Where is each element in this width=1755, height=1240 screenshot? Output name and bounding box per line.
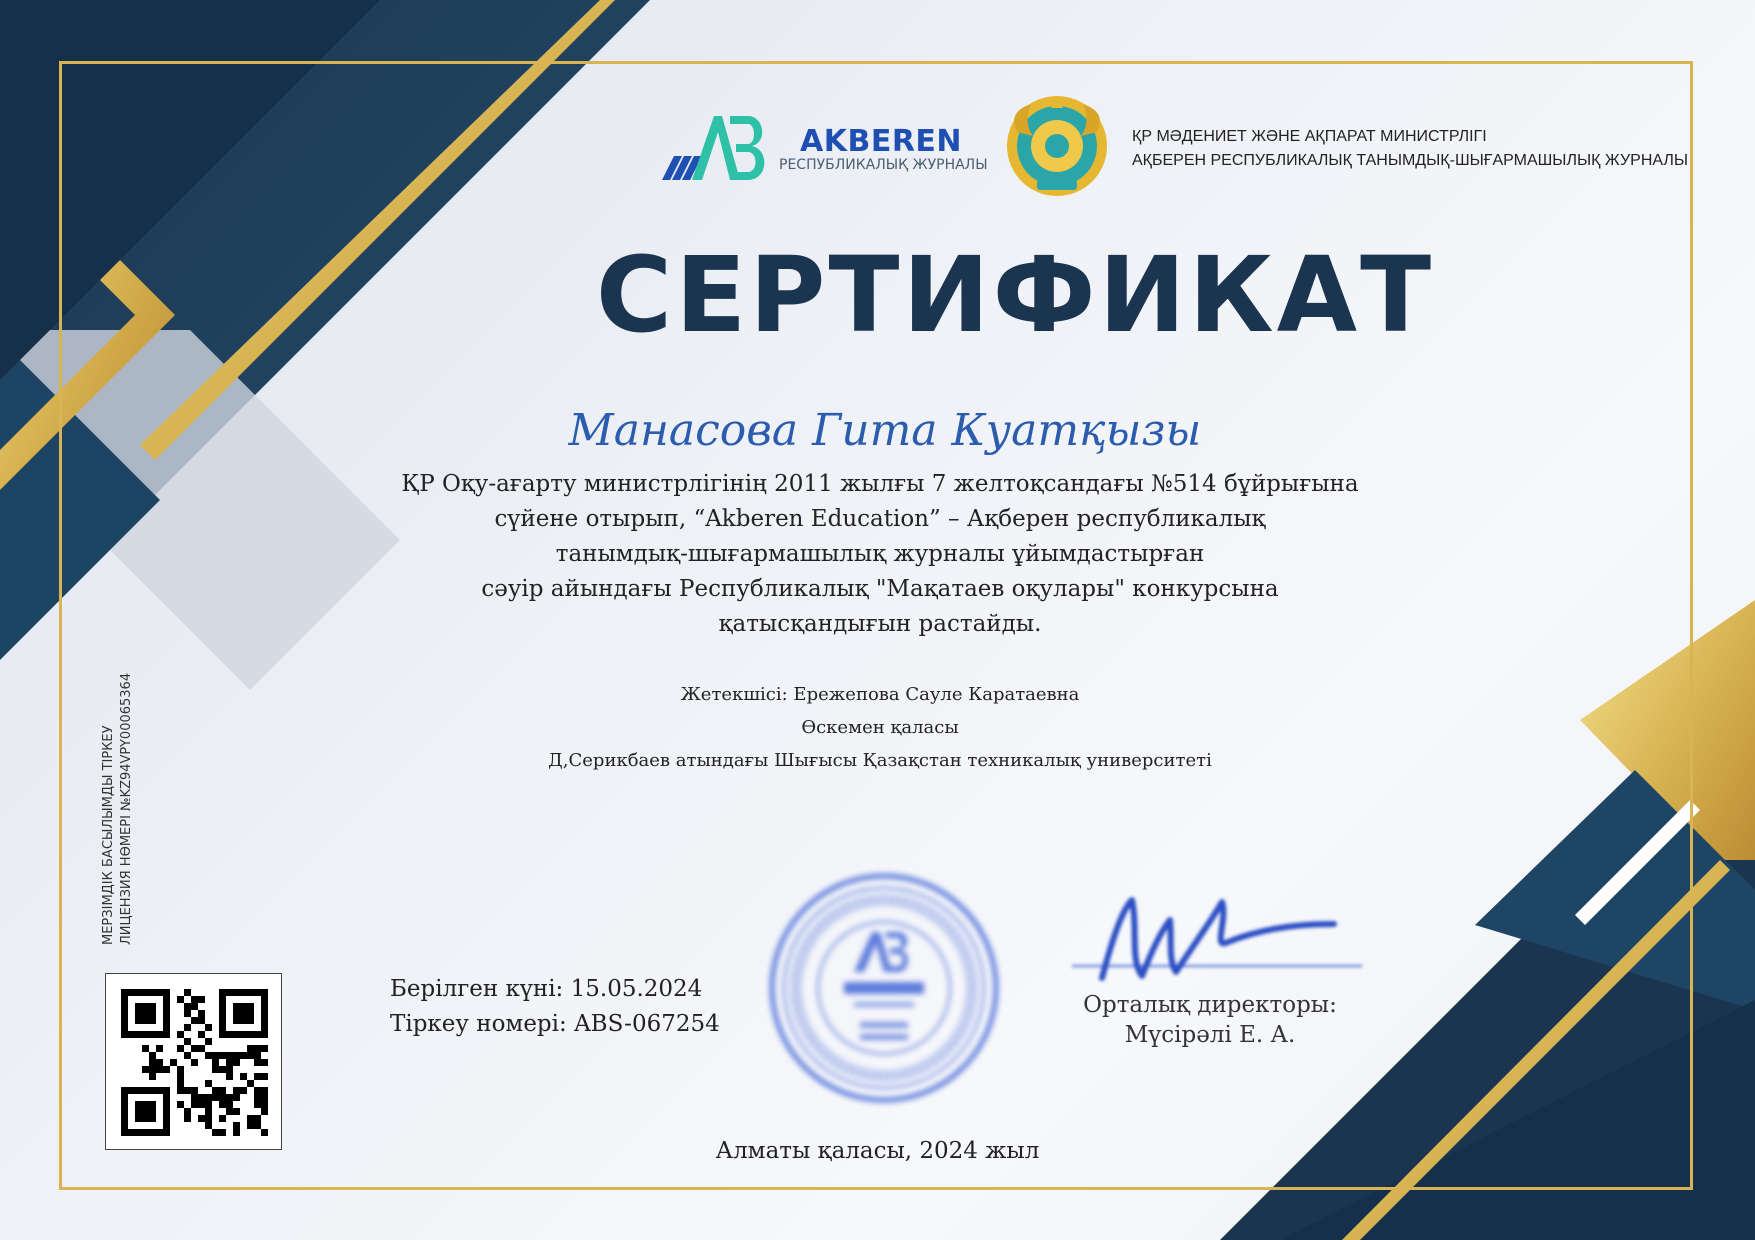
certificate-body <box>380 467 1380 642</box>
city-line: Өскемен қаласы <box>801 717 959 738</box>
registration-number: Тіркеу номері: ABS-067254 <box>390 1011 720 1037</box>
license-line-1: МЕРЗІМДІК БАСЫЛЫМДЫ ТІРКЕУ <box>101 725 116 945</box>
recipient-name: Манасова Гита Куатқызы <box>568 405 1202 456</box>
director-name: Мүсірәлі Е. А. <box>1124 1022 1296 1048</box>
ministry-line-1: ҚР МӘДЕНИЕТ ЖӘНЕ АҚПАРАТ МИНИСТРЛІГІ <box>1132 128 1487 145</box>
akberen-round-stamp <box>768 872 1000 1104</box>
institution-line: Д,Серикбаев атындағы Шығысы Қазақстан техникалық университеті <box>548 750 1212 771</box>
body-line: ҚР Оқу-ағарту министрлігінің 2011 жылғы 7 желтоқсандағы №514 бұйрығына <box>401 471 1359 497</box>
participant-details <box>430 678 1330 777</box>
qr-code-pattern <box>121 989 268 1136</box>
director-title: Орталық директоры: <box>1083 992 1337 1018</box>
director-block <box>1060 990 1360 1050</box>
kazakhstan-state-emblem-icon <box>1003 92 1111 200</box>
body-line: танымдық-шығармашылық журналы ұйымдастырған <box>555 541 1205 567</box>
license-text <box>100 673 136 945</box>
issue-date: Берілген күні: 15.05.2024 <box>390 976 703 1002</box>
brand-subtitle: РЕСПУБЛИКАЛЫҚ ЖУРНАЛЫ <box>779 157 988 173</box>
supervisor-line: Жетекшісі: Ережепова Сауле Каратаевна <box>680 684 1080 705</box>
certificate-title: СЕРТИФИКАТ <box>595 234 1435 356</box>
akberen-logo-icon <box>660 112 772 182</box>
director-signature <box>1072 880 1372 1000</box>
body-line: сәуір айындағы Республикалық "Мақатаев оқулары" конкурсына <box>481 576 1279 602</box>
ministry-line-2: АҚБЕРЕН РЕСПУБЛИКАЛЫҚ ТАНЫМДЫҚ-ШЫҒАРМАШЫЛЫҚ ЖУРНАЛЫ <box>1132 152 1689 169</box>
brand-name: AKBEREN <box>800 124 963 159</box>
ministry-heading <box>1132 125 1688 173</box>
place-and-year: Алматы қаласы, 2024 жыл <box>715 1138 1040 1164</box>
body-line: қатысқандығын растайды. <box>718 611 1042 637</box>
issue-info <box>390 972 720 1042</box>
body-line: сүйене отырып, “Akberen Education” – Ақберен республикалық <box>494 506 1266 532</box>
license-line-2: ЛИЦЕНЗИЯ НӨМЕРІ №KZ94VPY00065364 <box>119 672 134 945</box>
qr-code <box>105 973 282 1150</box>
